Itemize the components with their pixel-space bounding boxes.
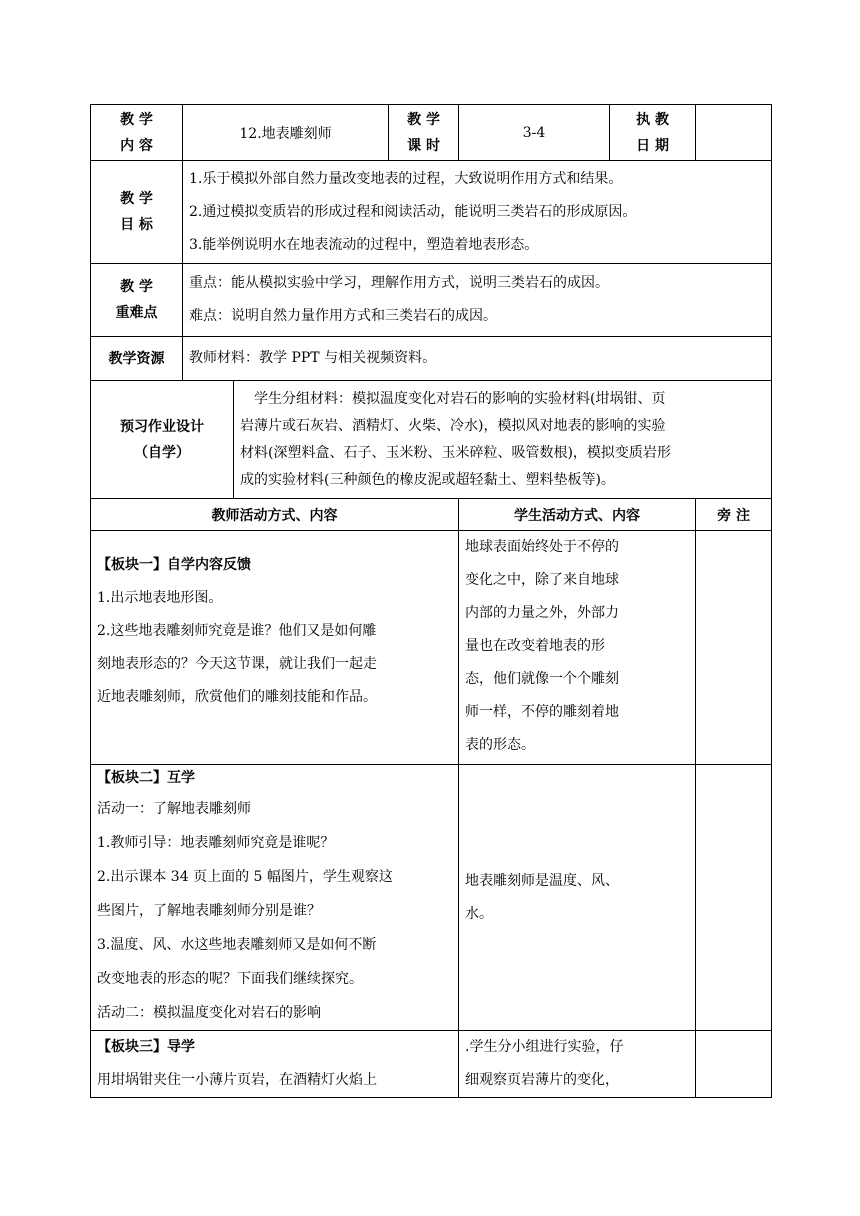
key-point-item: 难点：说明自然力量作用方式和三类岩石的成因。 <box>189 308 497 324</box>
student-column-header: 学生活动方式、内容 <box>459 499 696 531</box>
goal-item: 3.能举例说明水在地表流动的过程中，塑造着地表形态。 <box>189 236 539 253</box>
preview-content: 学生分组材料：模拟温度变化对岩石的影响的实验材料(坩埚钳、页 岩薄片或石灰岩、酒精灯、火柴、冷水)，模拟风对地表的影响的实验 材料(深塑料盒、石子、玉米粉、玉米碎粒、吸管数根)，模拟变质岩形 成的实验材料(三种颜色的橡皮泥或超轻黏土、塑料垫板等)。 <box>234 381 772 499</box>
section1-row <box>91 531 772 765</box>
header-row <box>91 105 772 161</box>
resources-row <box>91 337 772 381</box>
section2-row <box>91 765 772 1031</box>
content-label: 教 学 内 容 <box>91 105 183 161</box>
section3-row <box>91 1031 772 1098</box>
goal-item: 2.通过模拟变质岩的形成过程和阅读活动，能说明三类岩石的形成原因。 <box>189 203 637 220</box>
period-value: 3-4 <box>459 105 610 161</box>
preview-label: 预习作业设计 （自学） <box>91 381 234 499</box>
key-points-label: 教 学 重难点 <box>91 264 183 337</box>
goals-label: 教 学 目 标 <box>91 161 183 264</box>
preview-row <box>91 381 772 499</box>
section3-note <box>696 1031 772 1098</box>
key-points-content <box>183 264 772 337</box>
teacher-column-header: 教师活动方式、内容 <box>91 499 459 531</box>
section1-title: 【板块一】自学内容反馈 <box>97 557 251 573</box>
section2-teacher: 【板块二】互学 活动一：了解地表雕刻师 1.教师引导：地表雕刻师究竟是谁呢？ 2.出示课本 34 页上面的 5 幅图片，学生观察这 些图片，了解地表雕刻师分别是谁？ 3.温度、风、水这些地表雕刻师又是如何不断 改变地表的形态的呢？下面我们继续探究。 活动二：模拟温度变化对岩石的影响 <box>91 765 459 1031</box>
section1-teacher: 【板块一】自学内容反馈 1.出示地表地形图。 2.这些地表雕刻师究竟是谁？他们又是如何雕 刻地表形态的？今天这节课，就让我们一起走 近地表雕刻师，欣赏他们的雕刻技能和作品。 <box>91 531 459 765</box>
goals-content <box>183 161 772 264</box>
key-point-item: 重点：能从模拟实验中学习，理解作用方式，说明三类岩石的成因。 <box>189 275 609 291</box>
section2-title: 【板块二】互学 <box>97 770 195 786</box>
note-column-header: 旁 注 <box>696 499 772 531</box>
section2-note <box>696 765 772 1031</box>
period-label: 教 学 课 时 <box>389 105 459 161</box>
resources-label: 教学资源 <box>91 337 183 381</box>
goal-item: 1.乐于模拟外部自然力量改变地表的过程，大致说明作用方式和结果。 <box>189 170 623 187</box>
section2-student: 地表雕刻师是温度、风、 水。 <box>459 765 696 1031</box>
column-header-row <box>91 499 772 531</box>
section3-student: .学生分小组进行实验，仔 细观察页岩薄片的变化， <box>459 1031 696 1098</box>
date-value <box>696 105 772 161</box>
key-points-row <box>91 264 772 337</box>
section3-title: 【板块三】导学 <box>97 1039 195 1055</box>
content-value: 12.地表雕刻师 <box>183 105 389 161</box>
lesson-plan-table <box>90 104 772 1098</box>
section1-note <box>696 531 772 765</box>
section1-student: 地球表面始终处于不停的 变化之中，除了来自地球 内部的力量之外，外部力 量也在改变着地表的形 态，他们就像一个个雕刻 师一样，不停的雕刻着地 表的形态。 <box>459 531 696 765</box>
date-label: 执 教 日 期 <box>610 105 696 161</box>
resources-content: 教师材料：教学 PPT 与相关视频资料。 <box>183 337 772 381</box>
goals-row <box>91 161 772 264</box>
section3-teacher: 【板块三】导学 用坩埚钳夹住一小薄片页岩，在酒精灯火焰上 <box>91 1031 459 1098</box>
